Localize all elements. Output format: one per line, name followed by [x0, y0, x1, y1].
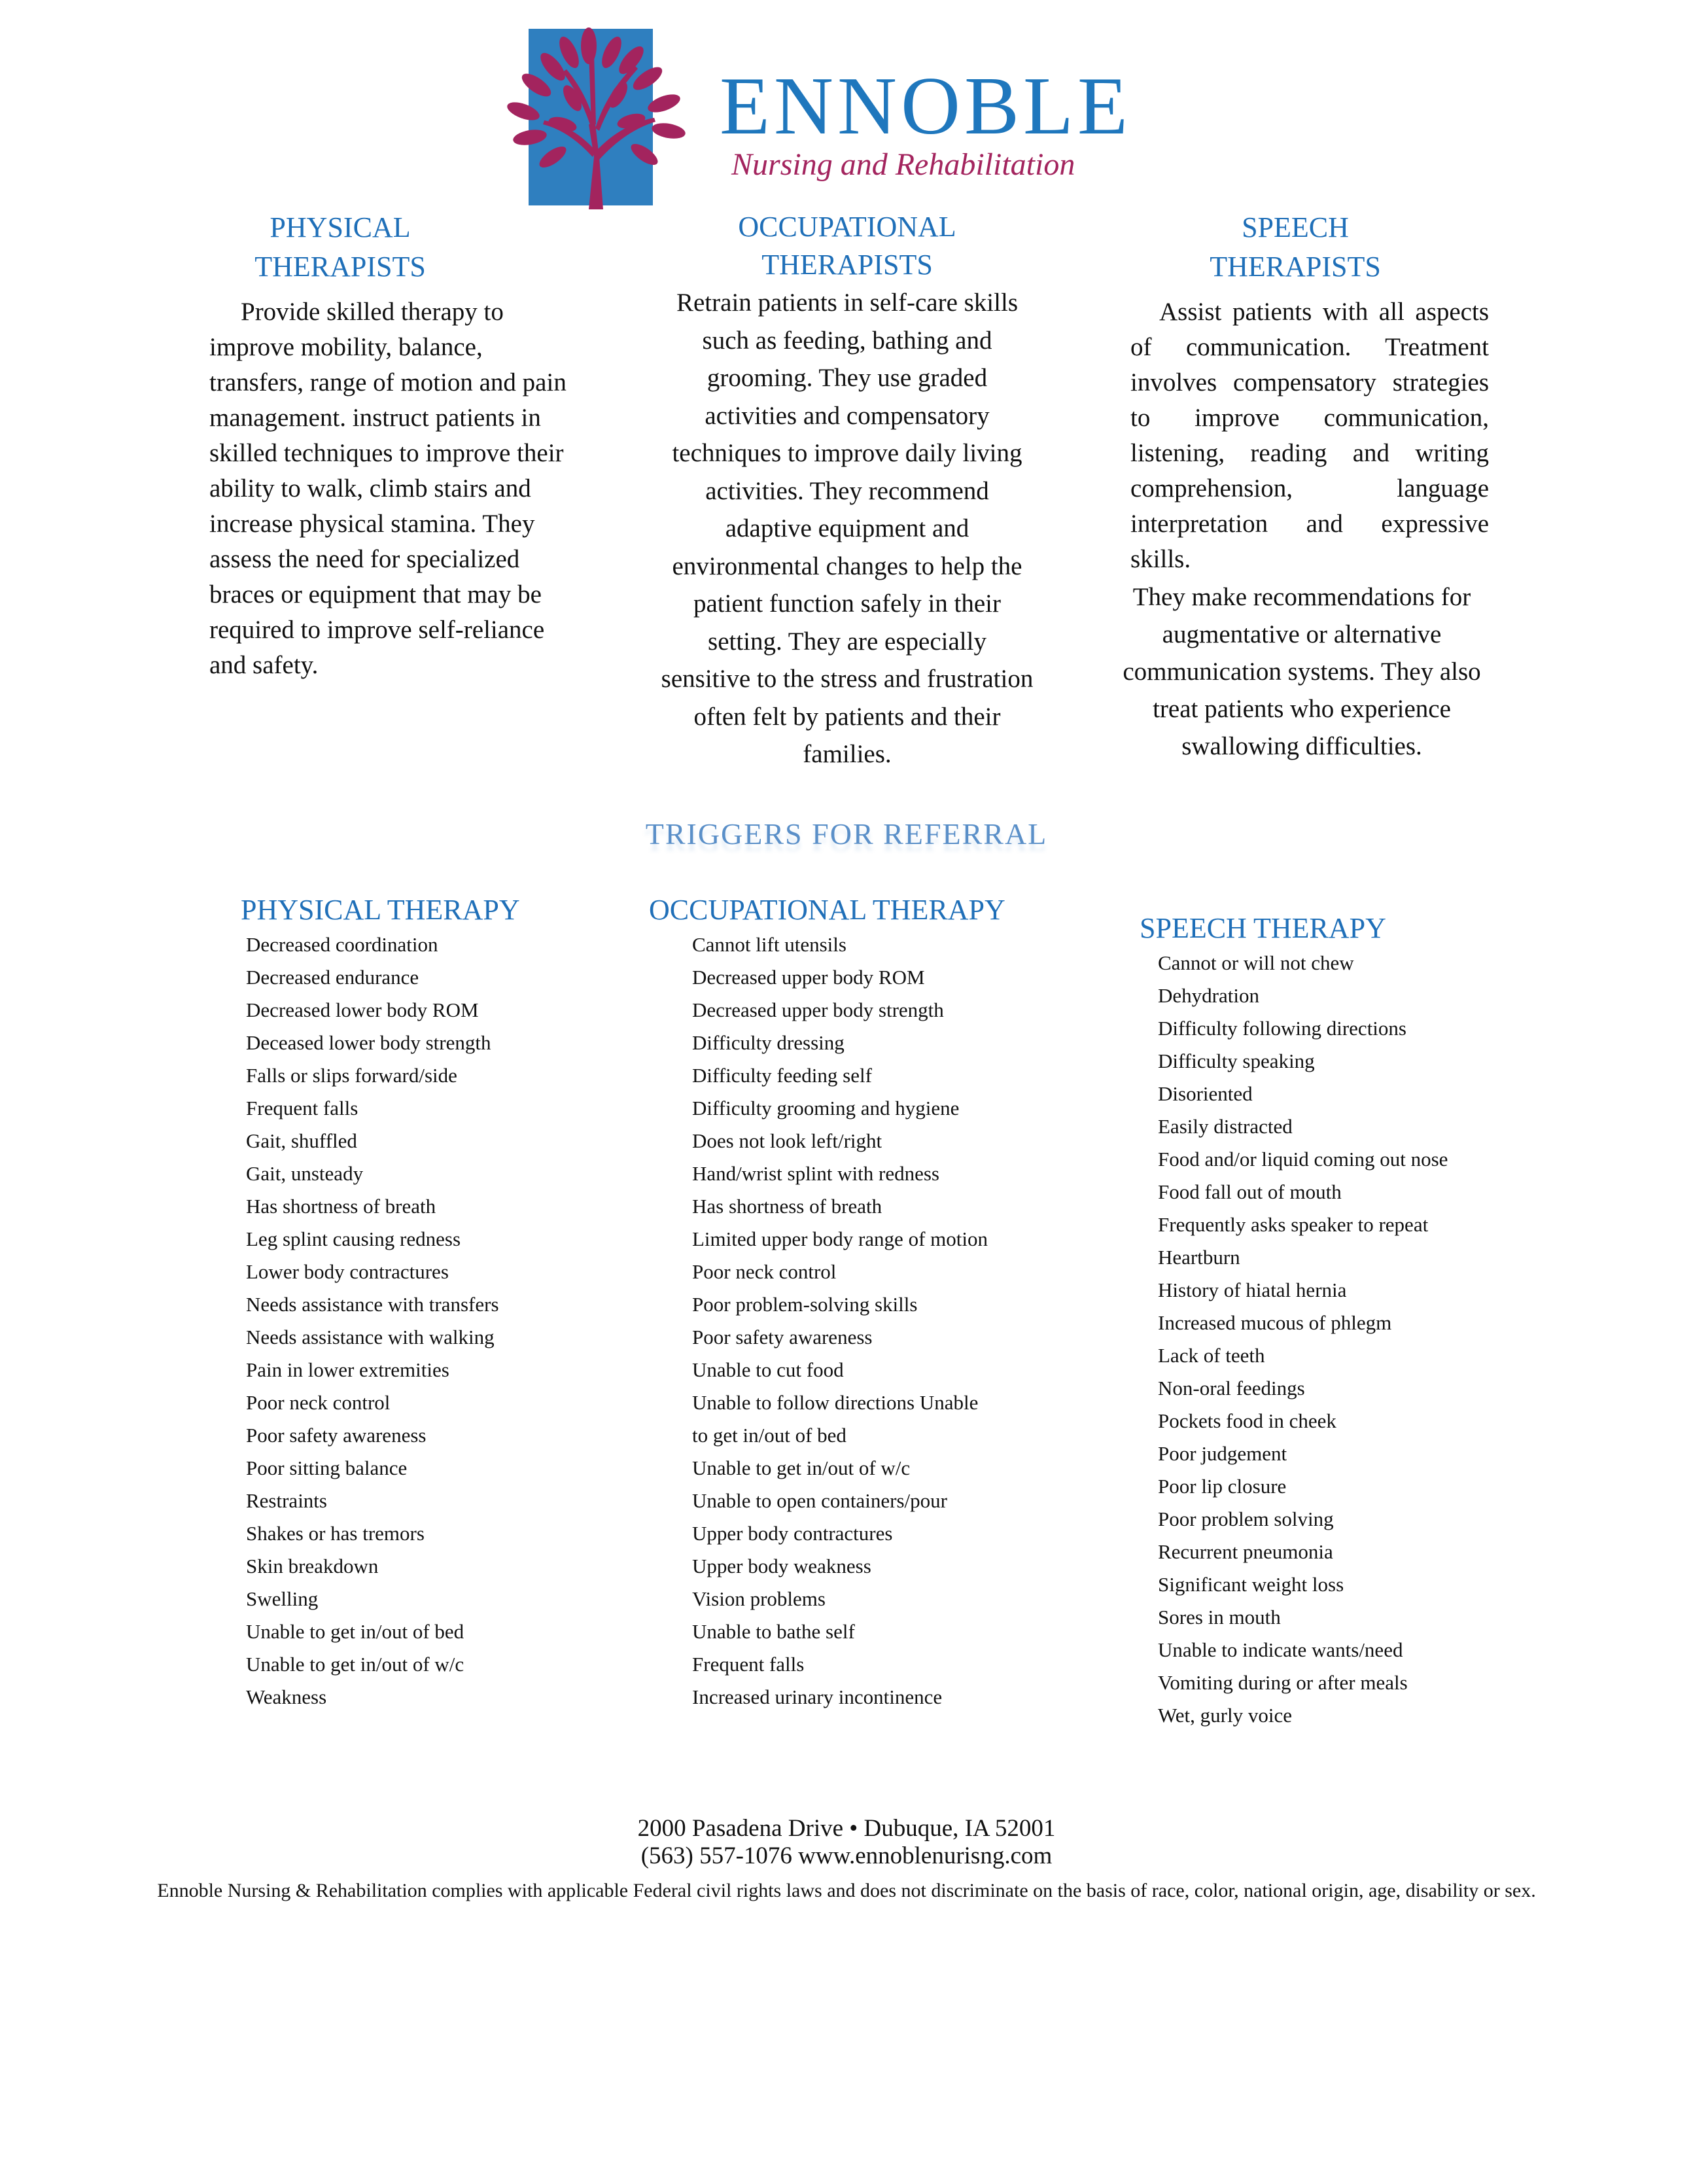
occupational-therapy-list	[692, 928, 1005, 1714]
list-item: Difficulty grooming and hygiene	[692, 1097, 960, 1119]
list-item: Shakes or has tremors	[246, 1522, 425, 1545]
list-item: Swelling	[246, 1587, 319, 1610]
list-item: Non-oral feedings	[1158, 1377, 1305, 1400]
footer-address: 2000 Pasadena Drive • Dubuque, IA 52001	[637, 1815, 1056, 1842]
list-item: Decreased endurance	[246, 966, 419, 989]
list-item: Easily distracted	[1158, 1115, 1293, 1138]
list-item: Frequent falls	[246, 1097, 358, 1119]
footer-contact: (563) 557-1076 www.ennoblenurisng.com	[640, 1842, 1053, 1869]
occupational-therapy-triggers	[649, 892, 1005, 1714]
list-item: Sores in mouth	[1158, 1606, 1281, 1629]
list-item: Poor problem-solving skills	[692, 1293, 918, 1316]
list-item: Needs assistance with walking	[246, 1326, 495, 1348]
list-item: Heartburn	[1158, 1246, 1240, 1269]
list-item: Pain in lower extremities	[246, 1358, 449, 1381]
heading-line-2: THERAPISTS	[1210, 251, 1381, 283]
brand-name: ENNOBLE	[720, 61, 1132, 152]
list-item: Poor neck control	[692, 1260, 837, 1283]
list-item: Does not look left/right	[692, 1129, 882, 1152]
footer-notice: Ennoble Nursing & Rehabilitation complies with applicable Federal civil rights laws and does not discriminate on the basis of race, color, national origin, age, disability or sex.	[157, 1880, 1536, 1901]
list-item: Upper body weakness	[692, 1555, 871, 1577]
list-item: Has shortness of breath	[692, 1195, 882, 1218]
list-item: Poor judgement	[1158, 1442, 1287, 1465]
physical-therapists-section	[209, 208, 576, 683]
list-item: Unable to get in/out of bed	[246, 1620, 464, 1643]
list-item: Increased mucous of phlegm	[1158, 1311, 1392, 1334]
physical-therapy-triggers	[241, 892, 520, 1714]
list-item: Significant weight loss	[1158, 1573, 1344, 1596]
physical-therapists-description: Provide skilled therapy to improve mobility, balance, transfers, range of motion and pain management. instruct patients in skilled techniques to improve their ability to walk, climb stairs and increase physical stamina. They assess the need for specialized braces or equipment that may be required to improve self-reliance and safety.	[209, 298, 567, 679]
list-item: Frequently asks speaker to repeat	[1158, 1213, 1429, 1236]
list-item: Unable to cut food	[692, 1358, 844, 1381]
list-item: Decreased lower body ROM	[246, 998, 479, 1021]
list-item: Weakness	[246, 1685, 327, 1708]
list-item: Food fall out of mouth	[1158, 1180, 1342, 1203]
list-item: Hand/wrist splint with redness	[692, 1162, 939, 1185]
list-item: Difficulty dressing	[692, 1031, 845, 1054]
list-item: Food and/or liquid coming out nose	[1158, 1148, 1448, 1171]
list-item: Wet, gurly voice	[1158, 1704, 1292, 1727]
list-item: Limited upper body range of motion	[692, 1227, 988, 1250]
list-item: Unable to bathe self	[692, 1620, 855, 1643]
physical-therapy-heading: PHYSICAL THERAPY	[241, 894, 520, 926]
list-item: Pockets food in cheek	[1158, 1409, 1336, 1432]
heading-line-1: SPEECH	[1242, 211, 1349, 243]
list-item: Increased urinary incontinence	[692, 1685, 943, 1708]
list-item: Lower body contractures	[246, 1260, 449, 1283]
list-item: Gait, unsteady	[246, 1162, 364, 1185]
list-item: Deceased lower body strength	[246, 1031, 491, 1054]
list-item: Unable to get in/out of w/c	[692, 1456, 911, 1479]
list-item: Recurrent pneumonia	[1158, 1540, 1333, 1563]
list-item: Difficulty speaking	[1158, 1049, 1315, 1072]
occupational-therapists-heading	[661, 208, 1034, 284]
list-item: Gait, shuffled	[246, 1129, 357, 1152]
speech-therapy-heading: SPEECH THERAPY	[1140, 912, 1386, 944]
list-item: Has shortness of breath	[246, 1195, 436, 1218]
speech-therapists-section	[1112, 208, 1489, 765]
footer	[0, 1815, 1693, 1905]
list-item: Difficulty following directions	[1158, 1017, 1406, 1040]
list-item: Decreased coordination	[246, 933, 438, 956]
list-item: Cannot lift utensils	[692, 933, 846, 956]
list-item: Poor safety awareness	[246, 1424, 427, 1447]
occupational-therapists-section	[661, 208, 1034, 773]
list-item: Upper body contractures	[692, 1522, 893, 1545]
tree-icon	[491, 26, 700, 209]
list-item: Frequent falls	[692, 1653, 805, 1676]
list-item: Decreased upper body strength	[692, 998, 944, 1021]
list-item: History of hiatal hernia	[1158, 1278, 1347, 1301]
list-item: Unable to indicate wants/need	[1158, 1638, 1403, 1661]
list-item: Dehydration	[1158, 984, 1259, 1007]
list-item: Vision problems	[692, 1587, 826, 1610]
heading-line-2: THERAPISTS	[254, 251, 426, 283]
speech-therapists-description-2: They make recommendations for augmentative or alternative communication systems. They also treat patients who experience swallowing difficulties.	[1123, 583, 1481, 760]
occupational-therapists-description: Retrain patients in self-care skills such as feeding, bathing and grooming. They use graded activities and compensatory techniques to improve daily living activities. They recommend adaptive equipment and environmental changes to help the patient function safely in their setting. They are especially sensitive to the stress and frustration often felt by patients and their families.	[661, 289, 1034, 768]
occupational-therapy-heading: OCCUPATIONAL THERAPY	[649, 894, 1005, 926]
list-item: Falls or slips forward/side	[246, 1064, 457, 1087]
heading-line-1: PHYSICAL	[270, 211, 411, 243]
speech-therapists-description: Assist patients with all aspects of communication. Treatment involves compensatory strategies to improve communication, listening, reading and writing comprehension, language interpretation and expressive skills.	[1130, 298, 1489, 573]
list-item: Unable to open containers/pour	[692, 1489, 947, 1512]
list-item: Decreased upper body ROM	[692, 966, 925, 989]
list-item: Cannot or will not chew	[1158, 951, 1354, 974]
speech-therapy-list	[1158, 947, 1448, 1732]
speech-therapists-heading	[1112, 208, 1478, 287]
list-item: Poor sitting balance	[246, 1456, 408, 1479]
list-item: Restraints	[246, 1489, 327, 1512]
speech-therapy-triggers	[1140, 910, 1448, 1732]
physical-therapists-heading	[157, 208, 523, 287]
brand-tagline: Nursing and Rehabilitation	[731, 147, 1075, 182]
list-item: Disoriented	[1158, 1082, 1253, 1105]
list-item: Difficulty feeding self	[692, 1064, 872, 1087]
list-item: Leg splint causing redness	[246, 1227, 461, 1250]
list-item: Poor problem solving	[1158, 1507, 1334, 1530]
triggers-title: TRIGGERS FOR REFERRAL	[645, 817, 1048, 851]
list-item: Unable to get in/out of w/c	[246, 1653, 464, 1676]
list-item: to get in/out of bed	[692, 1424, 846, 1447]
list-item: Skin breakdown	[246, 1555, 379, 1577]
list-item: Vomiting during or after meals	[1158, 1671, 1408, 1694]
list-item: Lack of teeth	[1158, 1344, 1265, 1367]
list-item: Poor safety awareness	[692, 1326, 873, 1348]
heading-line-2: THERAPISTS	[761, 249, 933, 281]
physical-therapy-list	[246, 928, 520, 1714]
list-item: Poor neck control	[246, 1391, 391, 1414]
heading-line-1: OCCUPATIONAL	[738, 211, 956, 243]
list-item: Needs assistance with transfers	[246, 1293, 499, 1316]
list-item: Unable to follow directions Unable	[692, 1391, 979, 1414]
list-item: Poor lip closure	[1158, 1475, 1287, 1498]
